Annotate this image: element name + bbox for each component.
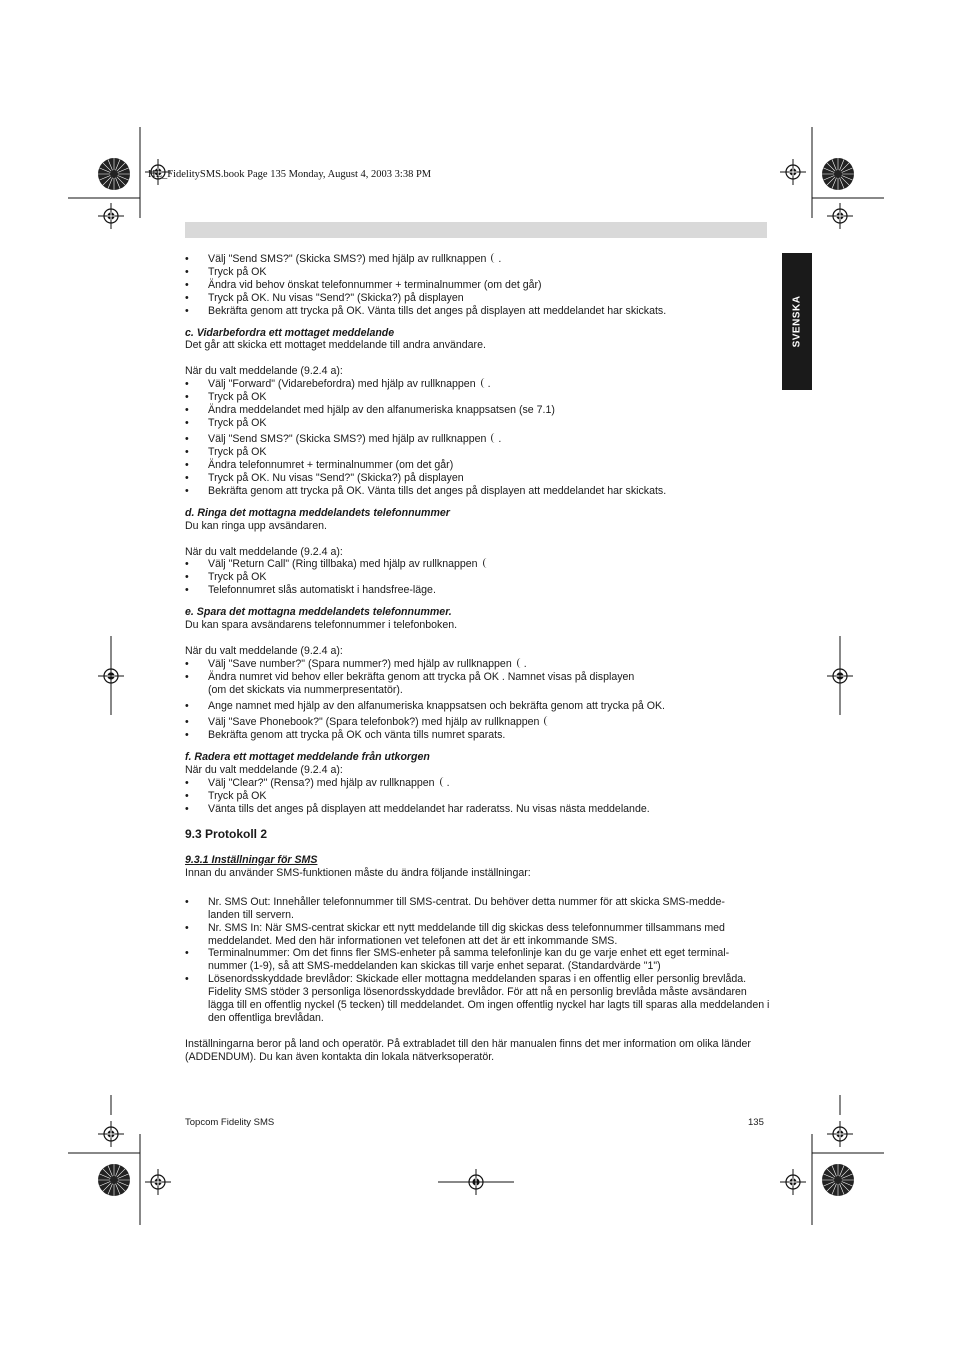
list-item: • Ändra vid behov önskat telefonnummer + terminalnummer (om det går): [185, 279, 770, 292]
list-item: • Välj "Clear?" (Rensa?) med hjälp av rullknappen .: [185, 777, 770, 790]
section-d-list: [185, 558, 770, 597]
subsection-title: 9.3.1 Inställningar för SMS: [185, 853, 318, 866]
scroll-knob-icon: [483, 558, 490, 568]
list-item: • Tryck på OK: [185, 790, 770, 803]
list-item: • Ändra meddelandet med hjälp av den alfanumeriska knappsatsen (se 7.1): [185, 404, 770, 417]
section-e-list-2: [185, 700, 770, 713]
settings-list: [185, 896, 770, 1025]
list-item: • Vänta tills det anges på displayen att meddelandet har raderatss. Nu visas nästa meddelande.: [185, 803, 770, 816]
list-item: • Telefonnumret slås automatiskt i handsfree-läge.: [185, 584, 770, 597]
section-title: 9.3 Protokoll 2: [185, 827, 268, 842]
list-item: • Nr. SMS In: När SMS-centrat skickar ett nytt meddelande till dig skickas dess telefonnummer tillsammans med meddelandet. Med den här informationen vet telefonen att det är ett inkommande SMS.: [185, 922, 770, 948]
section-heading: f. Radera ett mottaget meddelande från utkorgen: [185, 751, 430, 764]
list-item: • Tryck på OK: [185, 417, 770, 430]
section-c-list-2: [185, 433, 770, 498]
language-tab-label: SVENSKA: [791, 295, 803, 348]
list-item: • Tryck på OK: [185, 446, 770, 459]
section-description: Du kan ringa upp avsändaren.: [185, 519, 327, 532]
section-when: När du valt meddelande (9.2.4 a):: [185, 545, 343, 558]
settings-outro: Inställningarna beror på land och operatör. På extrabladet till den här manualen finns det mer information om olika länder (ADDENDUM). Du kan även kontakta din lokala nätverksoperatör.: [185, 1037, 751, 1063]
list-item: • Ändra telefonnumret + terminalnummer (om det går): [185, 459, 770, 472]
section-heading: d. Ringa det mottagna meddelandets telefonnummer: [185, 506, 450, 519]
list-item: • Välj "Send SMS?" (Skicka SMS?) med hjälp av rullknappen .: [185, 253, 770, 266]
list-item: • Nr. SMS Out: Innehåller telefonnummer till SMS-centrat. Du behöver detta nummer för att skicka SMS-medde- landen till servern.: [185, 896, 770, 922]
section-description: Det går att skicka ett mottaget meddelande till andra användare.: [185, 339, 486, 352]
scroll-knob-icon: [491, 433, 498, 443]
section-heading: e. Spara det mottagna meddelandets telefonnummer.: [185, 606, 452, 619]
scroll-knob-icon: [544, 716, 551, 726]
scroll-knob-icon: [517, 658, 524, 668]
scroll-knob-icon: [491, 253, 498, 263]
section-e-list-3: [185, 716, 770, 742]
page-number: 135: [748, 1117, 764, 1128]
section-c-list-1: [185, 378, 770, 430]
section-heading: c. Vidarbefordra ett mottaget meddelande: [185, 326, 395, 339]
list-item: • Bekräfta genom att trycka på OK och vänta tills numret sparats.: [185, 729, 770, 742]
list-item: • Bekräfta genom att trycka på OK. Vänta tills det anges på displayen att meddelandet har skickats.: [185, 305, 770, 318]
list-item: • Bekräfta genom att trycka på OK. Vänta tills det anges på displayen att meddelandet har skickats.: [185, 485, 770, 498]
section-f-list: [185, 777, 770, 816]
list-item: • Välj "Forward" (Vidarebefordra) med hjälp av rullknappen .: [185, 378, 770, 391]
list-item: • Terminalnummer: Om det finns fler SMS-enheter på samma telefonlinje kan du ge varje enhet ett eget terminal- nummer (1-9), så att SMS-meddelanden kan skickas till varje enhet separat. (Standardvärde "1"): [185, 947, 770, 973]
section-description: Du kan spara avsändarens telefonnummer i telefonboken.: [185, 619, 458, 632]
list-item: • Ange namnet med hjälp av den alfanumeriska knappsatsen och bekräfta genom att trycka på OK.: [185, 700, 770, 713]
subsection-intro: Innan du använder SMS-funktionen måste du ändra följande inställningar:: [185, 866, 531, 879]
header-bar: [185, 222, 767, 238]
list-item: • Välj "Save Phonebook?" (Spara telefonbok?) med hjälp av rullknappen: [185, 716, 770, 729]
page-content: [185, 253, 770, 1064]
scroll-knob-icon: [481, 378, 488, 388]
list-item: • Välj "Save number?" (Spara nummer?) med hjälp av rullknappen .: [185, 658, 770, 671]
list-item: • Tryck på OK. Nu visas "Send?" (Skicka?) på displayen: [185, 292, 770, 305]
intro-list: [185, 253, 770, 318]
list-item: • Tryck på OK. Nu visas "Send?" (Skicka?) på displayen: [185, 472, 770, 485]
list-item: • Tryck på OK: [185, 571, 770, 584]
list-item: • Tryck på OK: [185, 266, 770, 279]
footer-product-name: Topcom Fidelity SMS: [185, 1117, 275, 1128]
list-item: • Tryck på OK: [185, 391, 770, 404]
section-when: När du valt meddelande (9.2.4 a):: [185, 644, 343, 657]
scroll-knob-icon: [440, 777, 447, 787]
list-item: • Välj "Return Call" (Ring tillbaka) med hjälp av rullknappen: [185, 558, 770, 571]
list-item: • Lösenordsskyddade brevlådor: Skickade eller mottagna meddelanden sparas i en offentlig eller personlig brevlåda. Fidelity SMS stöder 3 personliga lösenordsskyddade brevlådor. För att nå en personlig brevlåda måste avsändaren lägga till en offentlig nyckel (5 tecken) till meddelandet. Om ingen offentlig nyckel har lagts till sparas alla meddelanden i den offentliga brevlådan.: [185, 973, 770, 1025]
file-info-header: HL_FidelitySMS.book Page 135 Monday, August 4, 2003 3:38 PM: [148, 169, 432, 180]
list-item: • Ändra numret vid behov eller bekräfta genom att trycka på OK . Namnet visas på displayen (om det skickats via nummerpresentatör).: [185, 671, 770, 697]
language-tab: [782, 253, 812, 390]
list-item: • Välj "Send SMS?" (Skicka SMS?) med hjälp av rullknappen .: [185, 433, 770, 446]
section-when: När du valt meddelande (9.2.4 a):: [185, 365, 343, 378]
section-e-list-1: [185, 658, 770, 697]
section-when: När du valt meddelande (9.2.4 a):: [185, 764, 343, 777]
